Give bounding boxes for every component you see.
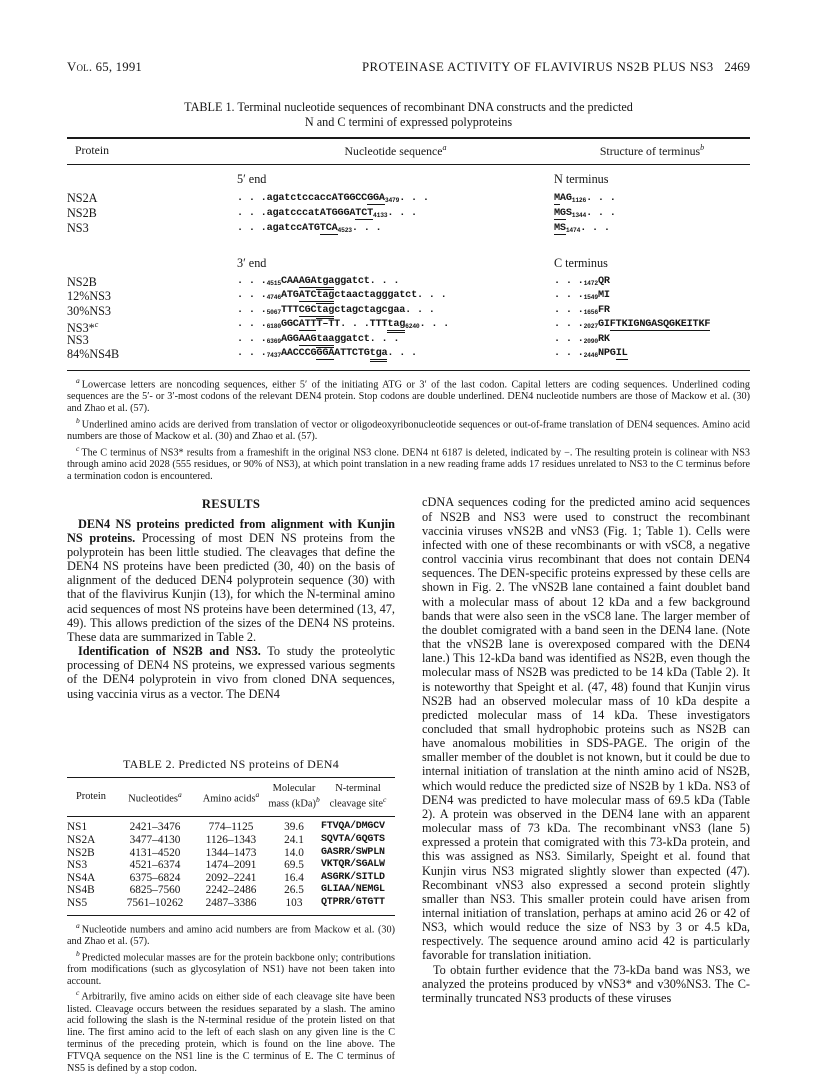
table1-row: [67, 275, 750, 290]
right-column: [422, 495, 750, 1074]
molecular-mass: 26.5: [284, 884, 304, 897]
amino-acids-range: 1344–1473: [205, 846, 257, 859]
table1-row: [67, 221, 750, 236]
table1-caption-line1: TABLE 1. Terminal nucleotide sequences of recombinant DNA constructs and the predicted: [184, 100, 633, 114]
nucleotide-sequence: . . .agatccATGTCA4523. . .: [237, 222, 382, 234]
table1-row: [67, 289, 750, 304]
table1-section-3prime: [67, 249, 750, 275]
table1-caption-line2: N and C termini of expressed polyproteins: [304, 115, 513, 129]
molecular-mass: 14.0: [284, 846, 304, 859]
table2-header-row: [67, 778, 395, 818]
amino-acids-range: 1474–2091: [205, 859, 257, 872]
cleavage-site: SQVTA/GQGTS: [321, 834, 385, 846]
table1-col-sequence: [237, 143, 554, 159]
paragraph: [422, 495, 750, 962]
col-footnote-marker: a: [255, 789, 260, 799]
running-title: PROTEINASE ACTIVITY OF FLAVIVIRUS NS2B PLUS NS3: [362, 60, 714, 74]
footnote: [67, 948, 395, 988]
terminus-structure: . . .2090RK: [554, 333, 610, 345]
terminus-structure: . . .1656FR: [554, 304, 610, 316]
nucleotide-sequence: . . .7437AACCCGGGAATTCTGtga. . .: [237, 347, 554, 363]
protein-name: NS3: [67, 859, 88, 872]
footnote: [67, 987, 395, 1074]
cleavage-site: GASRR/SWPLN: [321, 846, 385, 858]
table-row: [67, 821, 395, 834]
five-prime-end-label: 5′ end: [237, 171, 267, 186]
cleavage-site: ASGRK/SITLD: [321, 871, 385, 883]
footnote-marker: b: [76, 948, 80, 958]
nucleotide-sequence: . . .agatctccaccATGGCCGGA3479. . .: [237, 192, 429, 204]
table2-block: [67, 757, 395, 1075]
protein-name: NS2B: [67, 274, 97, 289]
nucleotides-range: 3477–4130: [129, 834, 181, 847]
nucleotides-range: 4131–4520: [129, 846, 181, 859]
nucleotide-sequence: . . .4746ATGATCtagctaactagggatct. . .: [237, 289, 554, 305]
table-row: [67, 884, 395, 897]
table-row: [67, 847, 395, 860]
protein-name: 12%NS3: [67, 289, 112, 304]
table1-caption: [67, 100, 750, 130]
paragraph-text: To obtain further evidence that the 73-kDa band was NS3, we analyzed the proteins produced by vNS3* and v30%NS3. The C-terminally truncated NS3 products of these viruses: [422, 962, 750, 1005]
footnote-text: The C terminus of NS3* results from a frameshift in the original NS3 clone. DEN4 nt 6187 is deleted, indicated by −. The resulting protein is colinear with NS3 through amino acid 2028 (555 residues, or 90% of NS3), at which point translation in a new reading frame adds 17 residues unrelated to NS3 to the C terminus before a termination codon is encountered.: [67, 447, 750, 482]
nucleotide-sequence: . . .6369AGGAAGtaaggatct. . .: [237, 333, 554, 349]
amino-acids-range: 2487–3386: [205, 897, 257, 910]
volume-label: Vol. 65, 1991: [67, 60, 143, 74]
terminus-structure: . . .1549MI: [554, 290, 610, 302]
table2-col-mass: [267, 783, 321, 811]
table1-row: [67, 304, 750, 319]
table-row: [67, 834, 395, 847]
paragraph-text: To study the proteolytic processing of DEN4 NS proteins, we expressed various segments of the DEN4 polyprotein in vivo from cloned DNA sequences, using vaccinia virus as a vector. The DEN4: [67, 644, 395, 701]
table2-col-protein: [67, 791, 115, 803]
cleavage-site: VKTQR/SGALW: [321, 859, 385, 871]
table1: [67, 137, 750, 371]
protein-name: NS5: [67, 897, 88, 910]
cleavage-site: GLIAA/NEMGL: [321, 884, 385, 896]
table2-col-cleavage: [321, 783, 395, 811]
amino-acids-range: 2242–2486: [205, 884, 257, 897]
table1-row: [67, 347, 750, 362]
paragraph: [422, 963, 750, 1005]
table1-col-terminus-label: Structure of terminus: [599, 143, 701, 158]
paragraph-text: cDNA sequences coding for the predicted amino acid sequences of NS2B and NS3 were used to construct the recombinant vaccinia viruses vNS2B and vNS3 (Fig. 1; Table 1). Cells were infected with one of these recombinants or with vSC8, a negative control vaccinia virus recombinant that does not contain DEN4 sequences. The DEN-specific proteins expressed by these cells are shown in Fig. 2. The vNS2B lane contained a faint doublet band with a molecular mass of about 12 kDa and a few background bands that were also seen in the vSC8 lane. The larger member of the doublet comigrated with a band seen in the DEN4 lane. (Note that the vNS2B lane is overexposed compared with the DEN4 lane.) This 12-kDa band was identified as NS2B, even though the molecular mass of NS2B was predicted to be 14 kDa (Table 2). It is noteworthy that Speight et al. (47, 48) found that Kunjin virus NS2B had an observed molecular mass of 10 kDa despite a predicted molecular mass of 14 kDa. These investigators concluded that small hydrophobic proteins such as NS2B can have anomalous mobilities in SDS-PAGE. The origin of the smaller member of the doublet is not known, but it could be due to internal initiation of translation at the ninth amino acid of NS2B, which would reduce the predicted size of NS2B by 1 kDa. NS3 of DEN4 was predicted to have molecular mass of 69.5 kDa (Table 2). A protein was observed in the DEN4 lane with an apparent molecular mass of 73 kDa. The recombinant vNS3 (lane 5) expressed a protein that comigrated with this 73-kDa protein, and this was assigned as NS3. Similarly, Speight et al. found that Kunjin virus NS3 migrated slightly slower than expected (47). Recombinant vNS3 also expressed a second protein slightly smaller than NS3. This smaller protein could have arisen from internal initiation of translation, perhaps at amino acid 26 or 42 of NS3, which would reduce the size of NS3 by 3 or 4.5 kDa, respectively. The sequence around amino acid 42 is particularly favorable for translation initiation.: [422, 495, 750, 963]
nucleotides-range: 6825–7560: [129, 884, 181, 897]
terminus-structure: . . .2027GIFTKIGNGASQGKEITKF: [554, 319, 711, 331]
table1-col-sequence-footnote-marker: a: [442, 143, 447, 152]
table1-col-protein: Protein: [75, 143, 110, 157]
table2-footnotes: [67, 920, 395, 1075]
table1-header-row: [67, 139, 750, 165]
table1-row: [67, 206, 750, 221]
amino-acids-range: 2092–2241: [205, 871, 257, 884]
table1-col-sequence-label: Nucleotide sequence: [344, 143, 443, 158]
footnote-text: Underlined amino acids are derived from translation of vector or oligodeoxyribonucleotide sequences or out-of-frame translation of DEN4 sequences. Amino acid numbers are those of Mackow et al. (30) and Zhao et al. (57).: [67, 419, 750, 442]
table2-col-nucleotides: [115, 789, 195, 805]
molecular-mass: 103: [285, 897, 303, 910]
footnote-text: Nucleotide numbers and amino acid numbers are from Mackow et al. (30) and Zhao et al. (57).: [67, 924, 395, 947]
table1-row: [67, 318, 750, 336]
footnote: [67, 443, 750, 483]
footnote-marker: a: [76, 375, 80, 385]
nucleotide-sequence: . . .agatcccatATGGGATCT4133. . .: [237, 207, 417, 219]
paragraph: [67, 644, 395, 701]
footnote-text: Arbitrarily, five amino acids on either side of each cleavage site have been listed. Cleavage occurs between the residues separated by a slash. The amino acid following the slash is the N-terminal residue of the protein listed on that line. The first amino acid to the left of each slash on any given line is the C terminus of the preceding protein, which is found on the line above. The FTVQA sequence on the NS1 line is the C terminus of E. The C terminus of NS5 is defined by a stop codon.: [67, 991, 395, 1074]
nucleotides-range: 7561–10262: [126, 897, 184, 910]
protein-name: NS1: [67, 821, 88, 834]
footnote: [67, 375, 750, 415]
nucleotides-range: 4521–6374: [129, 859, 181, 872]
protein-name: NS2B: [67, 205, 97, 220]
table2-col-amino-acids: [195, 789, 267, 805]
table1-section-5prime: [67, 165, 750, 191]
col-label: Amino acids: [202, 793, 256, 805]
table-row: [67, 897, 395, 910]
paragraph-lead: DEN4 NS proteins predicted from alignment with Kunjin NS proteins.: [67, 516, 395, 545]
molecular-mass: 16.4: [284, 871, 304, 884]
footnote-marker: b: [76, 415, 80, 425]
cleavage-site: FTVQA/DMGCV: [321, 821, 385, 833]
footnote-marker: a: [76, 920, 80, 930]
cleavage-site: QTPRR/GTGTT: [321, 897, 385, 909]
footnote-text: Lowercase letters are noncoding sequences, either 5′ of the initiating ATG or 3′ of the last codon. Capital letters are coding sequences. Underlined coding sequences are the 5′- or 3′-most codons of the relevant DEN4 protein. Stop codons are double underlined. DEN4 nucleotide numbers are those of Mackow et al. (30) and Zhao et al. (57).: [67, 379, 750, 414]
protein-name: NS2B: [67, 846, 95, 859]
col-label: Protein: [75, 790, 106, 802]
nucleotide-sequence: . . .4515CAAAGAtgaggatct. . .: [237, 275, 554, 291]
protein-name: 84%NS4B: [67, 347, 120, 362]
terminus-structure: MS1474. . .: [554, 222, 610, 234]
col-label: N-terminal cleavage site: [329, 782, 384, 810]
col-label: Nucleotides: [128, 793, 178, 805]
col-label: Molecular mass (kDa): [268, 782, 316, 810]
protein-footnote-marker: c: [94, 320, 99, 330]
table2-body: [67, 817, 395, 914]
nucleotides-range: 2421–3476: [129, 821, 181, 834]
table-row: [67, 859, 395, 872]
footnote-text: Predicted molecular masses are for the protein backbone only; contributions from modifications (such as glycosylation of NS1) have not been taken into account.: [67, 952, 395, 987]
table2: [67, 777, 395, 916]
paragraph-text: Processing of most DEN NS proteins from the polyprotein has been little studied. The cleavages that define the DEN4 NS proteins have been predicted (30, 40) on the basis of alignment of the deduced DEN4 polyprotein sequence (30) with that of the flavivirus Kunjin (13), for which the N-terminal amino acid sequences of most NS proteins have been determined (13, 47, 49). This allows prediction of the sizes of the DEN4 NS proteins. These data are summarized in Table 2.: [67, 530, 395, 644]
body-columns: [67, 495, 750, 1074]
nucleotides-range: 6375–6824: [129, 871, 181, 884]
col-footnote-marker: b: [315, 795, 320, 805]
table1-row: [67, 191, 750, 206]
protein-name: NS2A: [67, 834, 96, 847]
table1-col-terminus-footnote-marker: b: [700, 143, 705, 152]
molecular-mass: 39.6: [284, 821, 304, 834]
table1-col-terminus: [554, 143, 750, 159]
terminus-structure: MAG1126. . .: [554, 192, 616, 204]
col-footnote-marker: c: [383, 795, 387, 805]
nucleotide-sequence: . . .5067TTTCGCtagctagctagcgaa. . .: [237, 304, 554, 320]
molecular-mass: 24.1: [284, 834, 304, 847]
amino-acids-range: 774–1125: [208, 821, 254, 834]
paragraph: [67, 517, 395, 644]
table1-footnotes: [67, 375, 750, 483]
protein-name: NS4A: [67, 871, 96, 884]
table-row: [67, 872, 395, 885]
nucleotide-sequence: . . .6180GGCATTT–TT. . .TTTtag6240. . .: [237, 318, 554, 336]
results-heading: RESULTS: [201, 497, 261, 512]
n-terminus-label: N terminus: [554, 171, 609, 186]
running-head: [67, 60, 750, 78]
left-column: [67, 495, 395, 1074]
three-prime-end-label: 3′ end: [237, 255, 267, 270]
page-number: 2469: [724, 60, 750, 74]
protein-name: NS4B: [67, 884, 95, 897]
terminus-structure: . . .2446NPGIL: [554, 348, 628, 360]
molecular-mass: 69.5: [284, 859, 304, 872]
protein-name: NS2A: [67, 190, 98, 205]
footnote-marker: c: [76, 443, 80, 453]
table1-row: [67, 333, 750, 348]
col-footnote-marker: a: [177, 789, 182, 799]
amino-acids-range: 1126–1343: [205, 834, 257, 847]
c-terminus-label: C terminus: [554, 255, 608, 270]
table2-caption: TABLE 2. Predicted NS proteins of DEN4: [122, 756, 340, 771]
protein-name: NS3: [67, 332, 89, 347]
footnote: [67, 920, 395, 948]
footnote: [67, 415, 750, 443]
paragraph-lead: Identification of NS2B and NS3.: [78, 644, 261, 659]
terminus-structure: MGS1344. . .: [554, 207, 616, 219]
footnote-marker: c: [76, 988, 80, 998]
protein-name: 30%NS3: [67, 303, 112, 318]
terminus-structure: . . .1472QR: [554, 275, 610, 287]
protein-name-label: NS3*: [67, 321, 95, 336]
protein-name: NS3: [67, 220, 89, 235]
